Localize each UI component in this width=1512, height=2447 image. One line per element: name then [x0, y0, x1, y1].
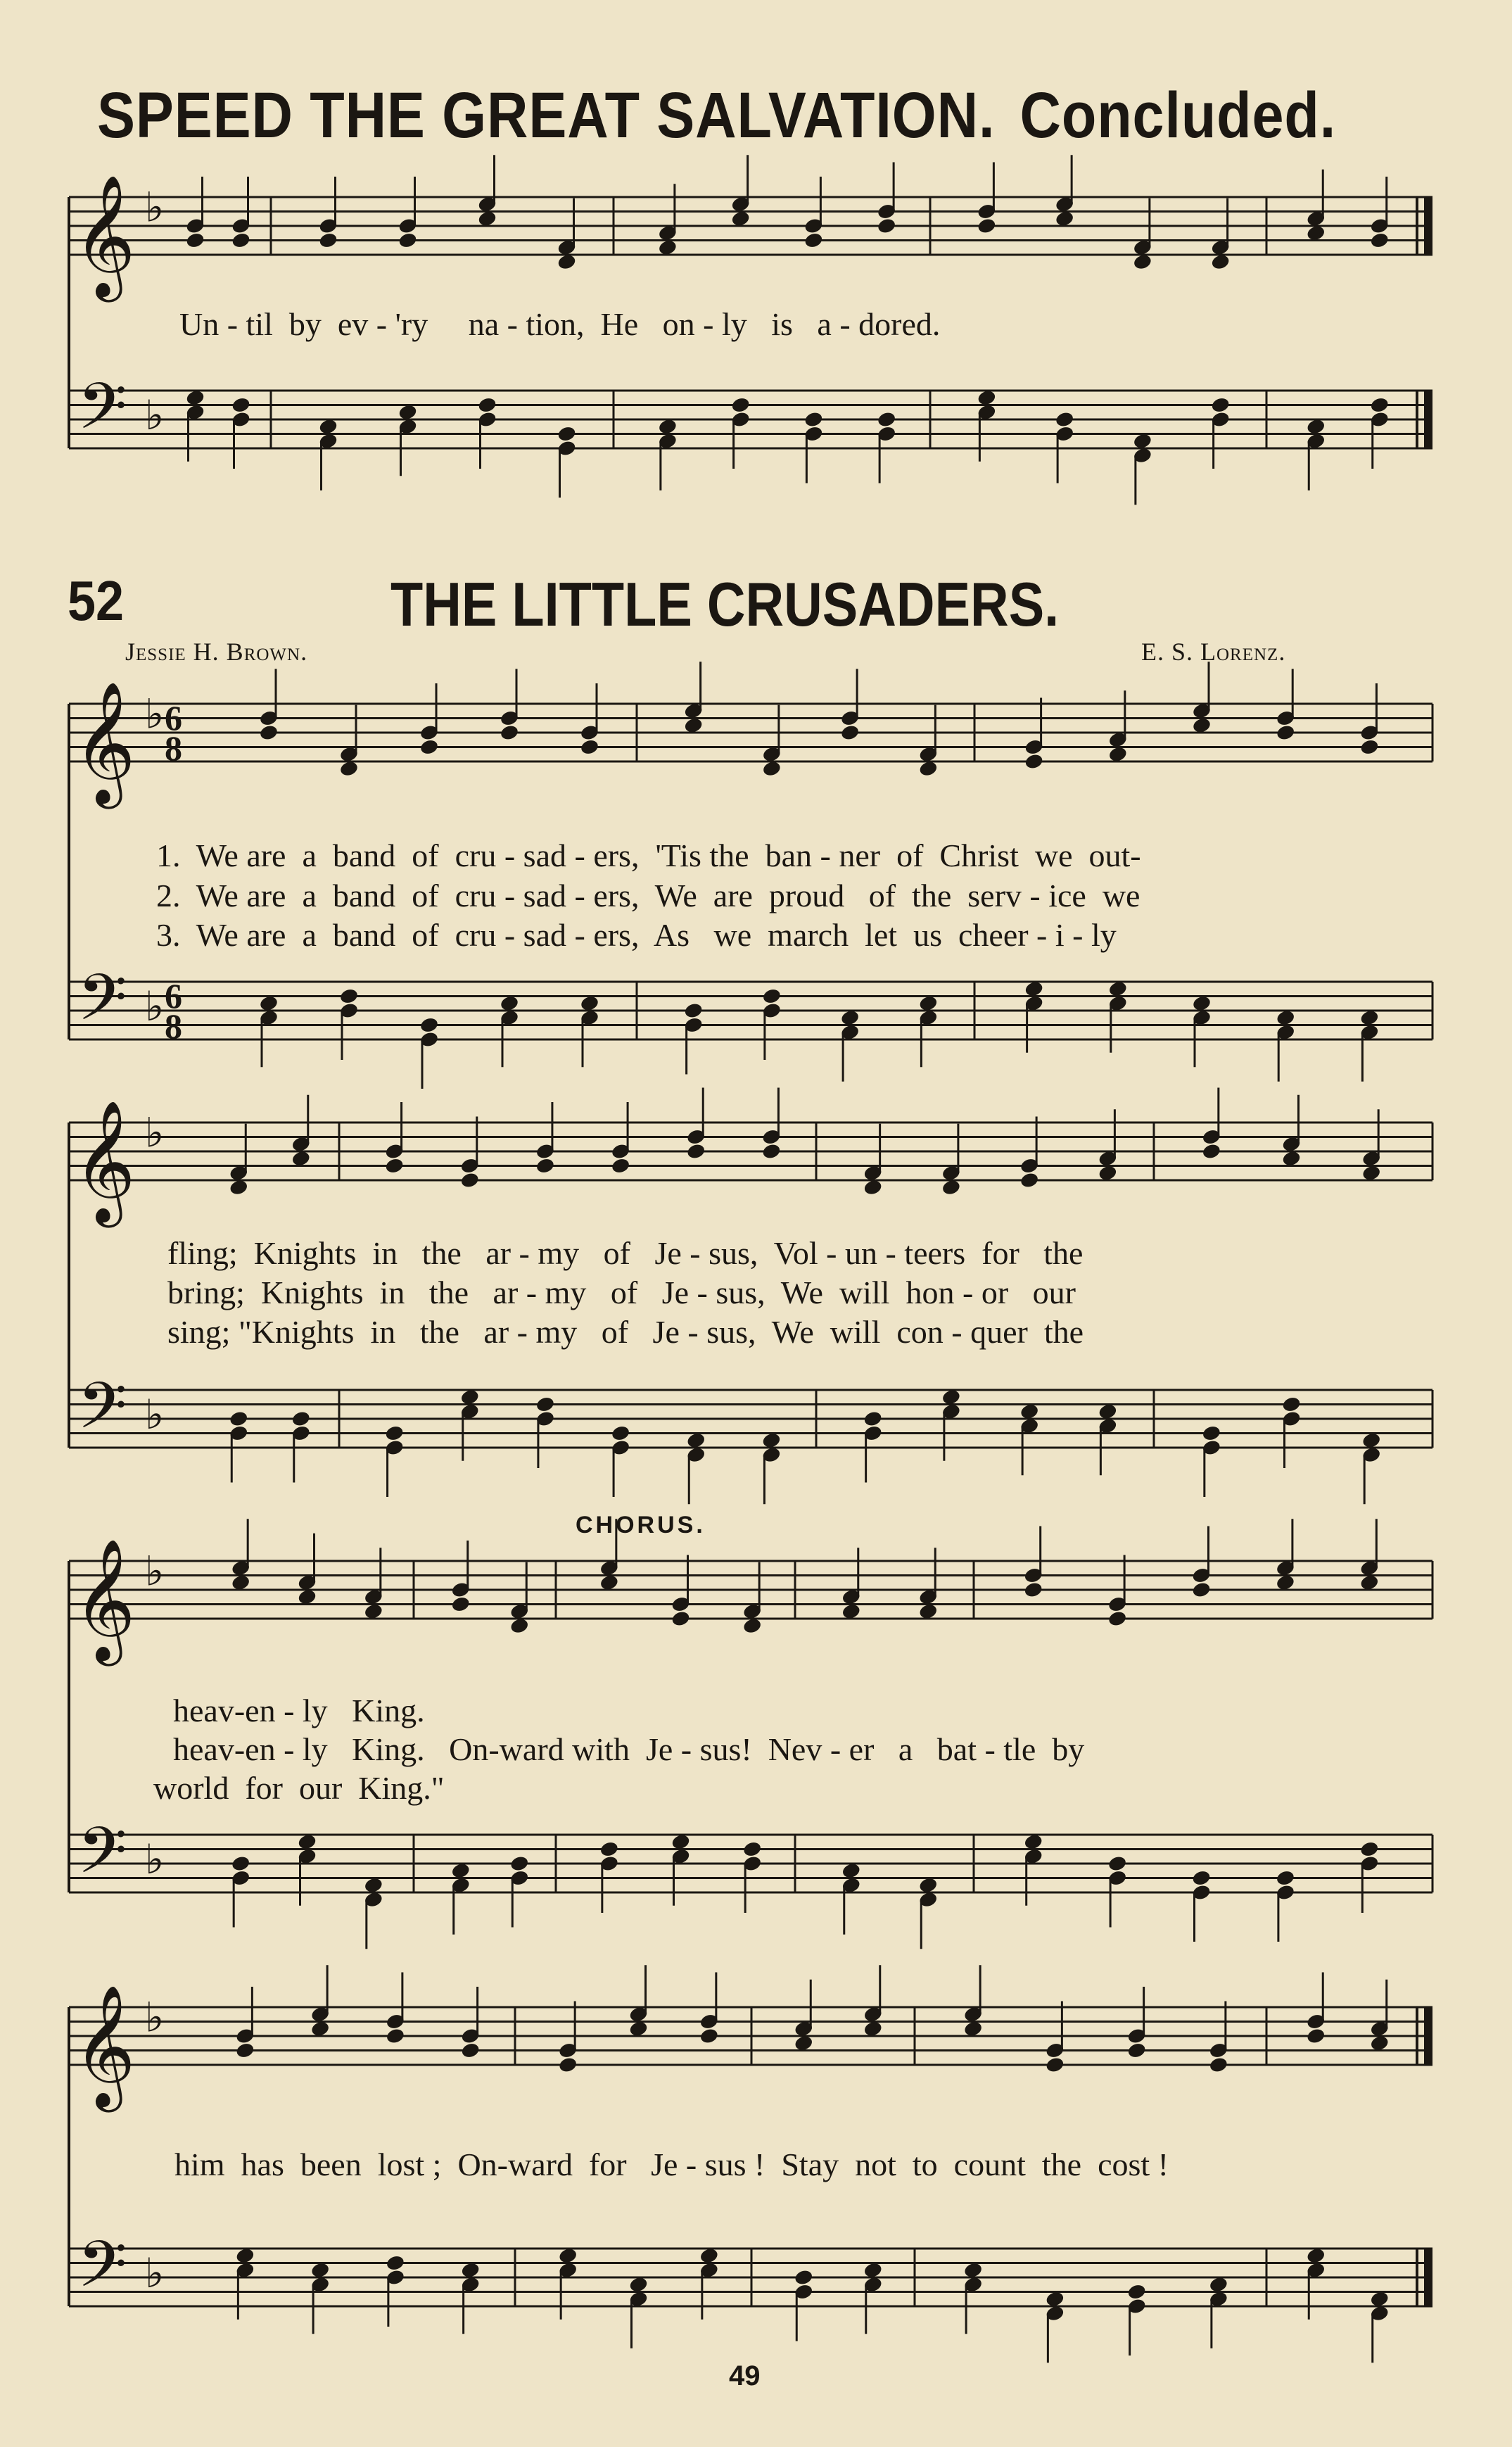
- note-head: [1210, 396, 1231, 414]
- verse-1-line-1: 1. We are a band of cru - sad - ers, 'Tis the ban - ner of Christ we out-: [156, 837, 1141, 873]
- note-head: [291, 1410, 311, 1427]
- note-head: [877, 217, 897, 234]
- bass-clef-icon: 𝄢: [77, 1368, 127, 1459]
- time-signature-numerator: 6: [165, 976, 182, 1016]
- note-head: [185, 232, 205, 249]
- note-head: [398, 232, 418, 249]
- composer-credit: E. S. Lorenz.: [1141, 638, 1286, 666]
- note-head: [231, 1854, 251, 1872]
- note-head: [1107, 1854, 1128, 1872]
- verse-1-line-2: fling; Knights in the ar - my of Je - sus, Vol - un - teers for the: [167, 1235, 1084, 1271]
- note-head: [460, 2042, 481, 2059]
- bass-clef-icon: 𝄢: [77, 1813, 127, 1904]
- note-head: [761, 1142, 782, 1160]
- note-head: [580, 738, 600, 756]
- page-number: 49: [729, 2360, 761, 2391]
- note-head: [742, 1840, 763, 1858]
- note-head: [535, 1157, 556, 1175]
- note-head: [1201, 1424, 1221, 1442]
- note-head: [1209, 2056, 1229, 2073]
- flat-icon: ♭: [145, 690, 165, 738]
- bass-clef-icon: 𝄢: [77, 369, 127, 460]
- chorus-lyric-line: him has been lost ; On-ward for Je - sus ! Stay not to count the cost !: [174, 2146, 1169, 2182]
- lyric-line: Un - til by ev - 'ry na - tion, He on - ly is a - dored.: [179, 306, 941, 342]
- flat-icon: ♭: [145, 982, 165, 1030]
- note-head: [339, 987, 360, 1005]
- treble-clef-icon: 𝄞: [73, 681, 136, 804]
- note-head: [318, 232, 338, 249]
- time-signature-denominator: 8: [165, 728, 182, 768]
- note-head: [384, 1424, 405, 1442]
- treble-clef-icon: 𝄞: [73, 175, 136, 297]
- lyricist-credit: Jessie H. Brown.: [125, 638, 308, 666]
- note-head: [384, 1157, 405, 1175]
- note-head: [1369, 232, 1390, 249]
- note-head: [1306, 2027, 1326, 2044]
- flat-icon: ♭: [145, 1108, 165, 1157]
- time-signature-denominator: 8: [165, 1006, 182, 1046]
- verse-1-line-3: heav-en - ly King.: [173, 1693, 425, 1728]
- note-head: [1369, 396, 1390, 414]
- note-head: [1019, 1171, 1040, 1189]
- note-head: [1055, 410, 1075, 428]
- note-head: [419, 738, 440, 756]
- note-head: [1126, 2042, 1147, 2059]
- note-head: [509, 1854, 530, 1872]
- note-head: [1359, 1840, 1380, 1858]
- note-head: [599, 1840, 619, 1858]
- concluded-label: Concluded.: [1019, 80, 1337, 151]
- note-head: [1024, 752, 1044, 770]
- flat-icon: ♭: [145, 1547, 165, 1595]
- note-head: [459, 1171, 480, 1189]
- final-barline: [1424, 2007, 1432, 2065]
- note-head: [840, 723, 860, 741]
- note-head: [863, 1410, 883, 1427]
- note-head: [977, 217, 997, 234]
- note-head: [1045, 2056, 1065, 2073]
- note-head: [699, 2027, 719, 2044]
- final-barline: [1424, 2249, 1432, 2306]
- note-head: [803, 410, 824, 428]
- flat-icon: ♭: [145, 2249, 165, 2297]
- note-head: [229, 1410, 249, 1427]
- note-head: [1107, 1610, 1128, 1627]
- note-head: [1191, 1869, 1212, 1887]
- note-head: [794, 2268, 814, 2286]
- flat-icon: ♭: [145, 1835, 165, 1883]
- note-head: [1276, 1869, 1296, 1887]
- note-head: [611, 1424, 631, 1442]
- treble-clef-icon: 𝄞: [73, 1538, 136, 1661]
- note-head: [419, 1016, 440, 1034]
- flat-icon: ♭: [145, 183, 165, 232]
- note-head: [671, 1610, 691, 1627]
- note-head: [1023, 1581, 1043, 1598]
- treble-clef-icon: 𝄞: [73, 1100, 136, 1222]
- chorus-label: CHORUS.: [576, 1512, 706, 1538]
- verse-3-line-1: 3. We are a band of cru - sad - ers, As we march let us cheer - i - ly: [156, 917, 1117, 953]
- note-head: [450, 1595, 471, 1613]
- note-head: [235, 2042, 255, 2059]
- verse-3-line-3: world for our King.": [153, 1770, 445, 1806]
- hymn-title: THE LITTLE CRUSADERS.: [390, 569, 1060, 639]
- note-head: [1191, 1581, 1212, 1598]
- note-head: [558, 2056, 578, 2073]
- note-head: [386, 2027, 406, 2044]
- note-head: [877, 410, 897, 428]
- note-head: [611, 1157, 631, 1175]
- song-title-text: SPEED THE GREAT SALVATION.: [97, 80, 996, 151]
- note-head: [1201, 1142, 1221, 1160]
- note-head: [1276, 723, 1296, 741]
- note-head: [231, 396, 251, 414]
- final-barline: [1424, 391, 1432, 448]
- note-head: [730, 396, 751, 414]
- verse-2-line-1: 2. We are a band of cru - sad - ers, We are proud of the serv - ice we: [156, 878, 1141, 913]
- bass-clef-icon: 𝄢: [77, 960, 127, 1051]
- note-head: [477, 396, 497, 414]
- flat-icon: ♭: [145, 1391, 165, 1439]
- note-head: [1359, 738, 1380, 756]
- note-head: [500, 723, 520, 741]
- hymn-number: 52: [68, 569, 125, 632]
- note-head: [686, 1142, 706, 1160]
- note-head: [557, 425, 577, 443]
- flat-icon: ♭: [145, 391, 165, 439]
- note-head: [535, 1396, 556, 1413]
- verse-2-line-2: bring; Knights in the ar - my of Je - sus, We will hon - or our: [167, 1275, 1076, 1310]
- note-head: [259, 723, 279, 741]
- note-head: [803, 232, 824, 249]
- note-head: [231, 232, 251, 249]
- note-head: [1281, 1396, 1302, 1413]
- bass-clef-icon: 𝄢: [77, 2227, 127, 2318]
- time-signature-numerator: 6: [165, 698, 182, 738]
- treble-clef-icon: 𝄞: [73, 1985, 136, 2107]
- note-head: [683, 1001, 704, 1019]
- verse-2-line-3: heav-en - ly King. On-ward with Je - sus! Nev - er a bat - tle by: [173, 1731, 1085, 1767]
- note-head: [762, 987, 782, 1005]
- verse-3-line-2: sing; "Knights in the ar - my of Je - sus, We will con - quer the: [167, 1314, 1084, 1350]
- note-head: [1126, 2283, 1147, 2301]
- note-head: [386, 2254, 406, 2272]
- flat-icon: ♭: [145, 1993, 165, 2042]
- final-barline: [1424, 197, 1432, 255]
